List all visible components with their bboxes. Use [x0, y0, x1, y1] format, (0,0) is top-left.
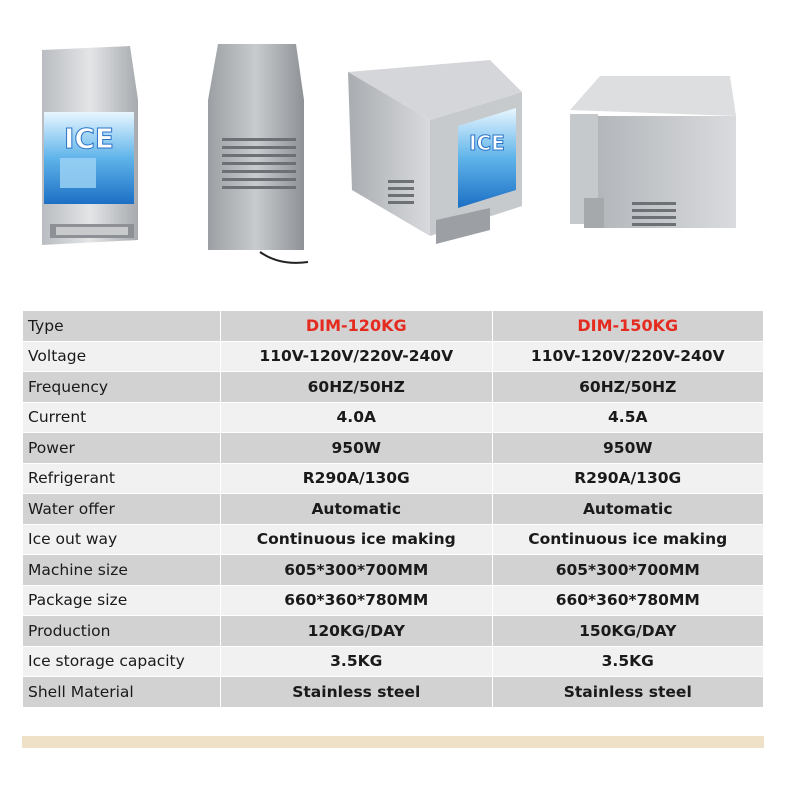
product-photo-front — [30, 40, 150, 260]
product-photos — [0, 0, 790, 300]
table-row — [23, 463, 764, 494]
spec-label: Ice storage capacity — [23, 646, 221, 677]
spec-value: Automatic — [492, 494, 764, 525]
spec-label: Machine size — [23, 555, 221, 586]
spec-label: Current — [23, 402, 221, 433]
spec-value: 4.5A — [492, 402, 764, 433]
spec-label: Voltage — [23, 341, 221, 372]
spec-value: 4.0A — [221, 402, 493, 433]
table-row — [23, 494, 764, 525]
table-header-row — [23, 311, 764, 342]
table-row — [23, 524, 764, 555]
spec-label: Ice out way — [23, 524, 221, 555]
angled-ice-logo: ICE — [469, 131, 505, 155]
spec-value: 950W — [492, 433, 764, 464]
table-row — [23, 555, 764, 586]
table-row — [23, 402, 764, 433]
spec-label: Package size — [23, 585, 221, 616]
spec-value: 60HZ/50HZ — [492, 372, 764, 403]
spec-value: Continuous ice making — [221, 524, 493, 555]
spec-label: Frequency — [23, 372, 221, 403]
table-row — [23, 585, 764, 616]
product-photo-side — [560, 70, 750, 240]
spec-value: 120KG/DAY — [221, 616, 493, 647]
table-row — [23, 677, 764, 708]
product-photo-angled — [340, 40, 530, 250]
spec-value: Continuous ice making — [492, 524, 764, 555]
spec-value: 605*300*700MM — [221, 555, 493, 586]
table-row — [23, 372, 764, 403]
spec-value: Automatic — [221, 494, 493, 525]
table-row — [23, 616, 764, 647]
spec-value: Stainless steel — [221, 677, 493, 708]
spec-value: 660*360*780MM — [221, 585, 493, 616]
table-row — [23, 341, 764, 372]
spec-value: 110V-120V/220V-240V — [492, 341, 764, 372]
spec-value: Stainless steel — [492, 677, 764, 708]
spec-value: 950W — [221, 433, 493, 464]
table-row — [23, 433, 764, 464]
spec-value: R290A/130G — [221, 463, 493, 494]
spec-label: Power — [23, 433, 221, 464]
product-photo-back — [200, 40, 312, 270]
spec-value: 3.5KG — [221, 646, 493, 677]
spec-value: 660*360*780MM — [492, 585, 764, 616]
model-name-2: DIM-150KG — [492, 311, 764, 342]
front-ice-logo: ICE — [63, 122, 115, 155]
spec-value: 605*300*700MM — [492, 555, 764, 586]
spec-value: 150KG/DAY — [492, 616, 764, 647]
spec-label: Shell Material — [23, 677, 221, 708]
table-row — [23, 646, 764, 677]
footer-divider-bar — [22, 736, 764, 748]
spec-label: Type — [23, 311, 221, 342]
spec-value: R290A/130G — [492, 463, 764, 494]
spec-value: 3.5KG — [492, 646, 764, 677]
spec-label: Production — [23, 616, 221, 647]
spec-value: 60HZ/50HZ — [221, 372, 493, 403]
spec-table — [22, 310, 764, 708]
spec-label: Water offer — [23, 494, 221, 525]
spec-value: 110V-120V/220V-240V — [221, 341, 493, 372]
spec-label: Refrigerant — [23, 463, 221, 494]
model-name-1: DIM-120KG — [221, 311, 493, 342]
